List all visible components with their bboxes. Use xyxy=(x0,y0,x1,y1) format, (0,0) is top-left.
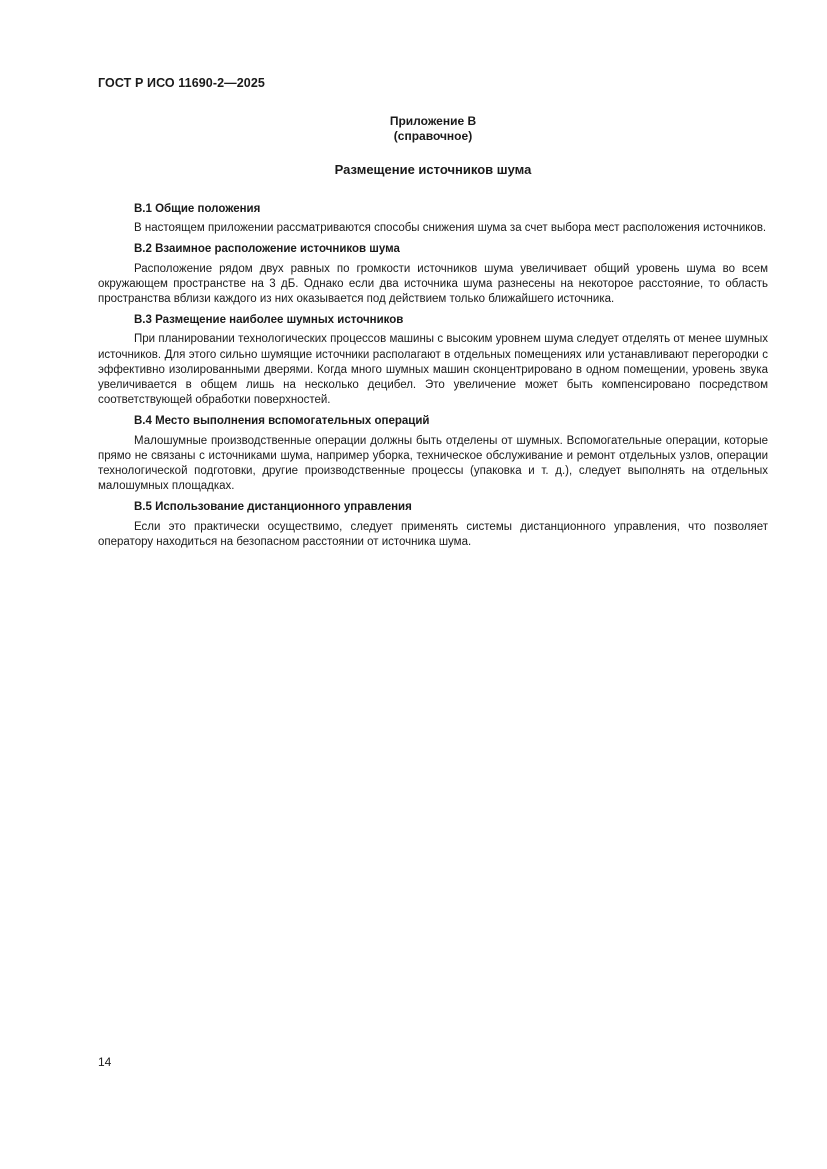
section-paragraph: Если это практически осуществимо, следует применять системы дистанционного управления, что позволяет оператору находиться на безопасном расстоянии от источника шума. xyxy=(98,520,768,548)
annex-content xyxy=(98,202,768,556)
section-b3 xyxy=(98,313,768,408)
section-b5 xyxy=(98,500,768,550)
section-heading: В.3 Размещение наиболее шумных источников xyxy=(134,314,404,327)
section-paragraph: Малошумные производственные операции должны быть отделены от шумных. Вспомогательные операции, которые прямо не связаны с источниками шума, например уборка, техническое обслуживание и ремонт отдельных узлов, операции технологической подготовки, другие производственные процессы (упаковка и т. д.), следует выполнять на отдельных малошумных площадках. xyxy=(98,434,768,493)
section-paragraph: При планировании технологических процессов машины с высоким уровнем шума следует отделять от менее шумных источников. Для этого сильно шумящие источники располагают в отдельных помещениях или устанавливают перегородки с эффективно изолированными дверями. Когда много шумных машин сконцентрировано в одном помещении, уровень звука увеличивается в общем лишь на несколько децибел. Это увеличение может быть компенсировано посредством соответствующей обработки поверхностей. xyxy=(98,333,768,407)
section-b4 xyxy=(98,414,768,494)
section-paragraph: Расположение рядом двух равных по громкости источников шума увеличивает общий уровень шума во всем окружающем пространстве на 3 дБ. Однако если два источника шума разнесены на некоторое расстояние, то область пространства вблизи каждого из них оказывается под действием только ближайшего источника. xyxy=(98,262,768,306)
section-heading: В.2 Взаимное расположение источников шума xyxy=(134,243,400,256)
annex-label: Приложение В xyxy=(389,114,477,128)
annex-title: Размещение источников шума xyxy=(334,162,532,177)
section-heading: В.4 Место выполнения вспомогательных операций xyxy=(134,415,430,428)
section-heading: В.5 Использование дистанционного управления xyxy=(134,501,412,514)
section-paragraph: В настоящем приложении рассматриваются способы снижения шума за счет выбора мест расположения источников. xyxy=(134,222,767,235)
document-code: ГОСТ Р ИСО 11690-2—2025 xyxy=(98,76,265,90)
section-b1 xyxy=(98,202,768,236)
page-number: 14 xyxy=(98,1055,112,1069)
section-heading: В.1 Общие положения xyxy=(134,203,261,215)
section-b2 xyxy=(98,242,768,307)
annex-label-block xyxy=(98,114,768,144)
annex-status: (справочное) xyxy=(393,129,473,143)
